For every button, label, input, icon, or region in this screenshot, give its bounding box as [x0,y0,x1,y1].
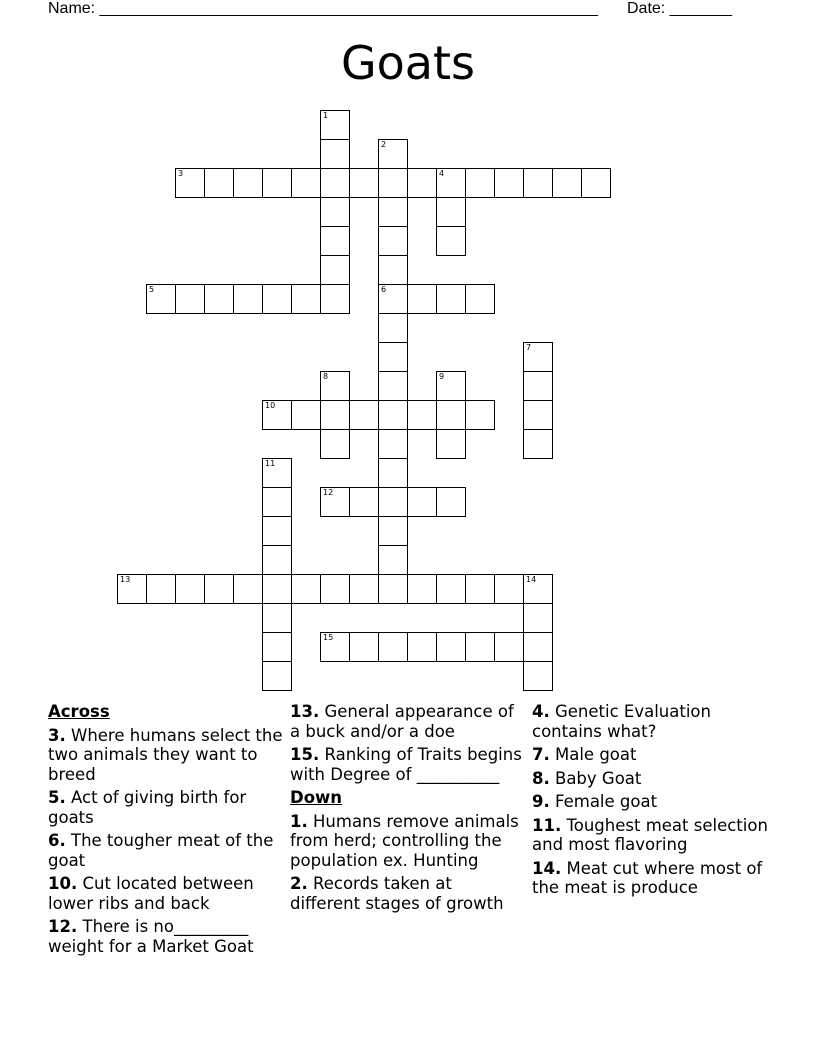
cell-number: 14 [526,575,537,584]
clue-text: Cut located between lower ribs and back [48,874,254,913]
clue-number: 4. [532,702,550,721]
across-clue [48,788,284,827]
grid-cell[interactable] [523,603,553,633]
grid-cell[interactable] [378,458,408,488]
grid-cell[interactable] [320,168,350,198]
across-clue [48,831,284,870]
cell-number: 6 [381,285,387,294]
grid-cell[interactable] [349,487,379,517]
cell-number: 10 [265,401,276,410]
clue-number: 5. [48,788,66,807]
grid-cell[interactable] [320,632,350,662]
clue-text: Humans remove animals from herd; controlling the population ex. Hunting [290,811,519,870]
grid-cell[interactable] [523,371,553,401]
grid-cell[interactable] [378,197,408,227]
grid-cell[interactable] [436,400,466,430]
grid-cell[interactable] [378,255,408,285]
down-clue [532,769,768,789]
across-clue [290,745,526,784]
clues-column-1 [48,700,284,960]
across-clue [290,702,526,741]
grid-cell[interactable] [407,168,437,198]
grid-cell[interactable] [407,400,437,430]
grid-cell[interactable] [436,574,466,604]
clue-text: Records taken at different stages of growth [290,874,504,913]
grid-cell[interactable] [349,574,379,604]
grid-cell[interactable] [436,371,466,401]
grid-cell[interactable] [262,545,292,575]
grid-cell[interactable] [262,458,292,488]
clue-text: Male goat [555,745,637,764]
clue-text: The tougher meat of the goat [48,831,274,870]
grid-cell[interactable] [378,516,408,546]
grid-cell[interactable] [233,574,263,604]
grid-cell[interactable] [291,400,321,430]
grid-cell[interactable] [378,139,408,169]
cell-number: 5 [149,285,155,294]
grid-cell[interactable] [320,110,350,140]
grid-cell[interactable] [494,574,524,604]
grid-cell[interactable] [175,284,205,314]
grid-cell[interactable] [262,516,292,546]
cell-number: 11 [265,459,276,468]
grid-cell[interactable] [262,603,292,633]
cell-number: 15 [323,633,334,642]
grid-cell[interactable] [320,487,350,517]
grid-cell[interactable] [436,197,466,227]
grid-cell[interactable] [523,661,553,691]
grid-cell[interactable] [465,284,495,314]
grid-cell[interactable] [291,168,321,198]
clue-text: There is no_________ weight for a Market Goat [48,917,254,956]
down-clue [290,874,526,913]
clue-number: 13. [290,702,320,721]
grid-cell[interactable] [378,313,408,343]
clue-text: Toughest meat selection and most flavoring [532,815,768,854]
grid-cell[interactable] [552,168,582,198]
grid-cell[interactable] [262,400,292,430]
date-field-label: Date: _______ [627,0,732,17]
grid-cell[interactable] [146,574,176,604]
grid-cell[interactable] [262,284,292,314]
grid-cell[interactable] [436,168,466,198]
cell-number: 3 [178,169,184,178]
clue-number: 14. [532,858,562,878]
clue-number: 7. [532,745,550,764]
grid-cell[interactable] [378,284,408,314]
grid-cell[interactable] [523,632,553,662]
grid-cell[interactable] [204,168,234,198]
grid-cell[interactable] [349,168,379,198]
grid-cell[interactable] [320,400,350,430]
grid-cell[interactable] [378,400,408,430]
grid-cell[interactable] [523,342,553,372]
grid-cell[interactable] [378,574,408,604]
grid-cell[interactable] [349,632,379,662]
cell-number: 1 [323,111,329,120]
clue-text: Female goat [555,792,658,811]
across-clue [48,917,284,956]
clue-number: 10. [48,874,78,893]
grid-cell[interactable] [407,487,437,517]
down-clue [290,812,526,871]
grid-cell[interactable] [436,429,466,459]
clue-text: General appearance of a buck and/or a doe [290,702,514,741]
grid-cell[interactable] [117,574,147,604]
down-clue [532,745,768,765]
clues-column-2 [290,700,526,917]
clue-text: Genetic Evaluation contains what? [532,702,711,741]
grid-cell[interactable] [349,400,379,430]
clue-number: 3. [48,725,66,745]
grid-cell[interactable] [494,632,524,662]
grid-cell[interactable] [465,632,495,662]
grid-cell[interactable] [523,400,553,430]
grid-cell[interactable] [523,574,553,604]
grid-cell[interactable] [378,429,408,459]
grid-cell[interactable] [262,661,292,691]
grid-cell[interactable] [320,574,350,604]
grid-cell[interactable] [523,429,553,459]
grid-cell[interactable] [465,574,495,604]
grid-cell[interactable] [407,284,437,314]
grid-cell[interactable] [320,371,350,401]
grid-cell[interactable] [175,574,205,604]
grid-cell[interactable] [320,197,350,227]
clue-text: Meat cut where most of the meat is produce [532,858,763,897]
grid-cell[interactable] [378,545,408,575]
clue-number: 8. [532,768,550,788]
cell-number: 7 [526,343,532,352]
across-heading: Across [48,702,110,721]
name-field-label: Name: ________________________________________________________ [48,0,598,17]
across-clue [48,726,284,785]
grid-cell[interactable] [407,632,437,662]
clue-text: Baby Goat [555,768,642,788]
grid-cell[interactable] [465,400,495,430]
grid-cell[interactable] [378,487,408,517]
grid-cell[interactable] [262,487,292,517]
cell-number: 4 [439,169,445,178]
grid-cell[interactable] [523,168,553,198]
grid-cell[interactable] [378,168,408,198]
grid-cell[interactable] [262,168,292,198]
grid-cell[interactable] [291,284,321,314]
grid-cell[interactable] [320,284,350,314]
grid-cell[interactable] [233,284,263,314]
grid-cell[interactable] [204,574,234,604]
grid-cell[interactable] [378,226,408,256]
grid-cell[interactable] [436,487,466,517]
cell-number: 2 [381,140,387,149]
page-title: Goats [341,36,475,90]
grid-cell[interactable] [262,632,292,662]
grid-cell[interactable] [378,342,408,372]
grid-cell[interactable] [320,429,350,459]
clue-number: 15. [290,745,320,764]
clue-number: 1. [290,811,308,831]
grid-cell[interactable] [262,574,292,604]
down-clue [532,792,768,812]
cell-number: 9 [439,372,445,381]
grid-cell[interactable] [291,574,321,604]
grid-cell[interactable] [146,284,176,314]
clue-number: 11. [532,815,562,835]
grid-cell[interactable] [436,284,466,314]
clue-text: Act of giving birth for goats [48,788,247,827]
down-clue [532,816,768,855]
down-heading: Down [290,788,343,807]
clue-text: Ranking of Traits begins with Degree of __________ [290,745,522,784]
clue-number: 9. [532,792,550,811]
grid-cell[interactable] [204,284,234,314]
grid-cell[interactable] [320,255,350,285]
grid-cell[interactable] [407,574,437,604]
cell-number: 8 [323,372,329,381]
grid-cell[interactable] [436,226,466,256]
clues-column-3 [532,700,768,902]
grid-cell[interactable] [233,168,263,198]
grid-cell[interactable] [378,632,408,662]
across-clue [48,874,284,913]
grid-cell[interactable] [175,168,205,198]
down-clue [532,702,768,741]
cell-number: 13 [120,575,131,584]
grid-cell[interactable] [320,226,350,256]
cell-number: 12 [323,488,334,497]
clue-text: Where humans select the two animals they want to breed [48,725,283,784]
grid-cell[interactable] [436,632,466,662]
clue-number: 12. [48,917,78,936]
grid-cell[interactable] [494,168,524,198]
grid-cell[interactable] [465,168,495,198]
down-clue [532,859,768,898]
clue-number: 2. [290,874,308,893]
grid-cell[interactable] [378,371,408,401]
grid-cell[interactable] [581,168,611,198]
clue-number: 6. [48,831,66,850]
grid-cell[interactable] [320,139,350,169]
